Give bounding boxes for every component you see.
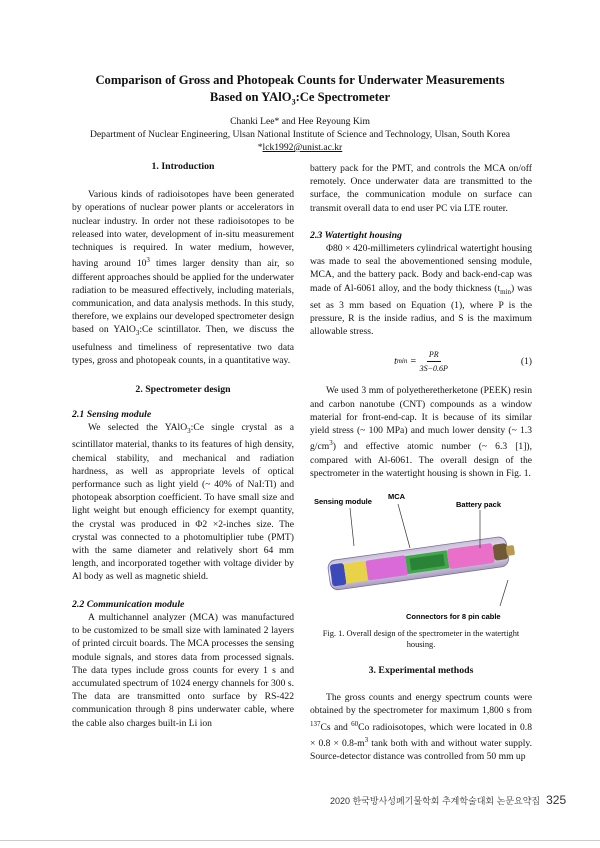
right-column <box>310 162 532 764</box>
equation-1 <box>310 346 532 376</box>
label-connectors: Connectors for 8 pin cable <box>406 611 501 621</box>
author-block <box>20 115 580 154</box>
section-heading-spectrometer-design: 2. Spectrometer design <box>135 383 231 395</box>
title-line-2: Based on YAlO$_3$:Ce Spectrometer <box>209 90 391 107</box>
label-sensing-module: Sensing module <box>314 496 372 506</box>
left-column <box>72 160 294 730</box>
subsection-heading-watertight-housing: 2.3 Watertight housing <box>310 229 402 241</box>
spectrometer-drawing <box>310 486 532 626</box>
equation-expression: t min = $\frac{PR}{3S-0.6P}$ <box>394 348 448 375</box>
email-link[interactable]: lck1992@unist.ac.kr <box>262 142 343 153</box>
communication-module-paragraph: A multichannel analyzer (MCA) was manufactured to be customized to be small size with laminated 2 layers of printed circuit boards. The MCA processes the sensing module signals, and stores data from processed signals. The data types include gross counts for every 1 s and accumulated spectrum of 1024 energy channels for 300 s. The data are transmitted onto surface by RS-422 communication through 8 pins underwater cable, where the cable also charges built-in Li ion <box>72 611 294 729</box>
equation-fraction: $\frac{PR}{3S-0.6P}$ <box>419 349 448 373</box>
bottom-rule <box>0 840 600 841</box>
peek-window-paragraph: We used 3 mm of polyetheretherketone (PEEK) resin and carbon nanotube (CNT) compounds as a window material for front-end-cap. It is because of its similar yield stress (~ 100 MPa) and much lower density (~ 1.3 $g/cm^3$) and effective atomic number (~ 6.3 [1]), compared with Al-6061. The overall design of the spectrometer in the watertight housing is shown in Fig. 1. <box>310 385 532 479</box>
experimental-methods-paragraph: The gross counts and energy spectrum counts were obtained by the spectrometer for maximum 1,800 s from $^{137}$Cs and $^{60}$Co radioisotopes, which were located in $0.8 \times 0.8 \times 0.8-m^3$ tank both with and without water supply. Source-detector distance was controlled from 50 mm up <box>310 692 533 763</box>
sensing-module-paragraph: We selected the YAlO$_3$:Ce single crystal as a scintillator material, thanks to its features of high density, chemical stability, and mechanical and radiation hardness, as well as appropriate levels of optical performance such as light yield (~ 40% of NaI:Tl) and photopeak absorption coefficient. To have small size and light weight but enough efficiency for exempt quantity, the crystal was produced in Φ2 ×2-inches size. The crystal was connected to a photomultiplier tube (PMT) with the same diameter and relatively short 64 mm length, and incorporated together with voltage divider by Al body as well as magnetic shield. <box>72 422 294 583</box>
figure-1-caption: Fig. 1. Overall design of the spectrometer in the watertight housing. <box>322 628 520 649</box>
communication-continued-paragraph: battery pack for the PMT, and controls the MCA on/off remotely. Once underwater data are transmitted to the surface, the communication module on surface can transmit overall data to end user PC via LTE router. <box>310 163 532 214</box>
crystal-shape <box>344 561 369 584</box>
section-heading-experimental-methods: 3. Experimental methods <box>368 664 474 676</box>
page-number: 325 <box>546 793 567 807</box>
subsection-heading-communication-module: 2.2 Communication module <box>72 598 185 610</box>
subsection-heading-sensing-module: 2.1 Sensing module <box>72 409 152 421</box>
introduction-paragraph: Various kinds of radioisotopes have been generated by operations of nuclear power plants or accelerators in nuclear industry. In order not these radioisotopes to be released into water, development of in-situ measurement techniques is required. In water medium, however, having around $10^3$ times larger density than air, so different approaches should be applied for the underwater radiation to be measured effectively, including materials, communication, and data analysis methods. In this study, therefore, we explains our developed spectrometer design based on YAlO$_3$:Ce scintillator. Then, we discuss the usefulness and timeliness of representative two data types, gross and photopeak counts, in a quantitative way. <box>72 189 294 366</box>
equation-number: (1) <box>520 355 532 367</box>
page-footer <box>330 793 566 807</box>
paper-title <box>40 72 560 111</box>
back-end-cap-shape <box>492 543 508 561</box>
affiliation: Department of Nuclear Engineering, Ulsan National Institute of Science and Technology, Ulsan, South Korea <box>90 129 510 140</box>
section-heading-introduction: 1. Introduction <box>151 161 215 172</box>
watertight-housing-paragraph: Φ80 × 420-millimeters cylindrical watertight housing was made to seal the abovementioned sensing module, MCA, and the battery pack. Body and back-end-cap was made of Al-6061 alloy, and the body thickness $(t_{min})$ was set as 3 mm based on Equation (1), where P is the pressure, R is the inside radius, and S is the maximum allowable stress. <box>310 243 532 338</box>
label-mca: MCA <box>388 491 406 501</box>
email-line: *lck1992@unist.ac.kr <box>257 142 343 153</box>
figure-1-spectrometer <box>310 486 532 626</box>
author-names: Chanki Lee* and Hee Reyoung Kim <box>230 116 370 127</box>
title-line-1: Comparison of Gross and Photopeak Counts for Underwater Measurements <box>95 73 505 87</box>
footer-proceedings-title: 2020 한국방사성폐기물학회 추계학술대회 논문요약집 <box>330 796 541 806</box>
label-battery-pack: Battery pack <box>456 499 502 509</box>
